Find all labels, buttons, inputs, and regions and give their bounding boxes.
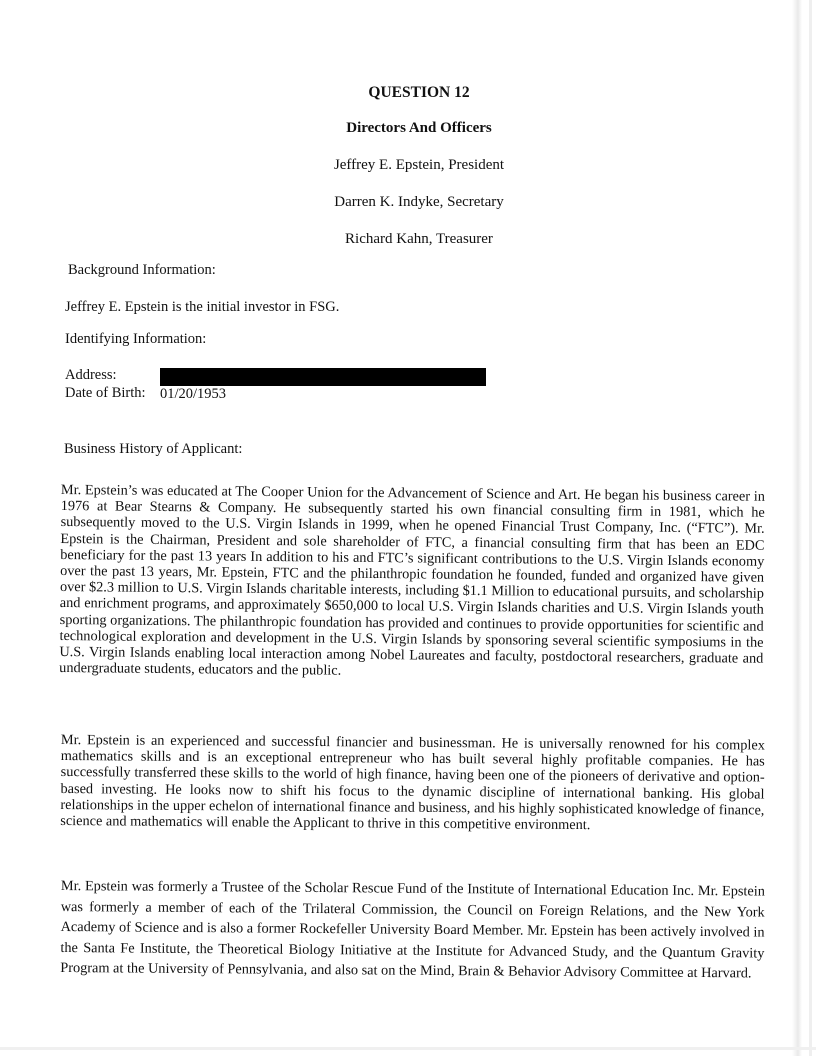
- address-label: Address:: [65, 367, 117, 383]
- background-text: Jeffrey E. Epstein is the initial investor in FSG.: [65, 299, 340, 315]
- officer-president: Jeffrey E. Epstein, President: [333, 157, 505, 173]
- dob-label: Date of Birth:: [65, 385, 146, 401]
- dob-value: 01/20/1953: [160, 386, 227, 402]
- officer-secretary: Darren K. Indyke, Secretary: [334, 194, 504, 210]
- officer-treasurer: Richard Kahn, Treasurer: [345, 231, 493, 247]
- history-paragraph-2: Mr. Epstein is an experienced and successful financier and businessman. He is universally renowned for his complex mathematics skills and is an exceptional entrepreneur who has built several highly profitable companies. He has successfully transferred these skills to the world of high finance, having been one of the pioneers of derivative and option-based investing. He looks now to shift his focus to the dynamic discipline of international banking. His global relationships in the upper echelon of international finance and business, and his highly sophisticated knowledge of finance, science and mathematics will enable the Applicant to thrive in this competitive environment.: [60, 732, 765, 834]
- identifying-label: Identifying Information:: [65, 331, 207, 347]
- background-label: Background Information:: [68, 262, 216, 278]
- history-paragraph-3: Mr. Epstein was formerly a Trustee of the Scholar Rescue Fund of the Institute of International Education Inc. Mr. Epstein was formerly a member of each of the Trilateral Commission, the Council on Foreign Relations, and the New York Academy of Science and is also a former Rockefeller University Board Member. Mr. Epstein has been actively involved in the Santa Fe Institute, the Theoretical Biology Initiative at the Institute for Advanced Study, and the Quantum Gravity Program at the University of Pennsylvania, and also sat on the Mind, Brain & Behavior Advisory Committee at Harvard.: [60, 877, 765, 982]
- section-title: Directors And Officers: [346, 120, 492, 136]
- redaction-bar: [160, 368, 486, 386]
- business-history-label: Business History of Applicant:: [64, 441, 243, 457]
- scan-bottom-edge: [0, 1047, 816, 1050]
- question-heading: QUESTION 12: [368, 84, 470, 101]
- history-paragraph-1: Mr. Epstein’s was educated at The Cooper Union for the Advancement of Science and Art. He began his business career in 1976 at Bear Stearns & Company. He subsequently started his own financial consulting firm in 1981, which he subsequently moved to the U.S. Virgin Islands in 1999, when he opened Financial Trust Company, Inc. (“FTC”). Mr. Epstein is the Chairman, President and sole shareholder of FTC, a financial consulting firm that has been an EDC beneficiary for the past 13 years In addition to his and FTC’s significant contributions to the U.S. Virgin Islands economy over the past 13 years, Mr. Epstein, FTC and the philanthropic foundation he founded, funded and organized have given over $2.3 million to U.S. Virgin Islands charitable interests, including $1.1 Million to educational pursuits, and scholarship and enrichment programs, and approximately $650,000 to local U.S. Virgin Islands charities and U.S. Virgin Islands youth sporting organizations. The philanthropic foundation has provided and continues to provide opportunities for scientific and technological exploration and development in the U.S. Virgin Islands by sponsoring several scientific symposiums in the U.S. Virgin Islands enabling local interaction among Nobel Laureates and faculty, postdoctoral researchers, graduate and undergraduate students, educators and the public.: [59, 482, 765, 679]
